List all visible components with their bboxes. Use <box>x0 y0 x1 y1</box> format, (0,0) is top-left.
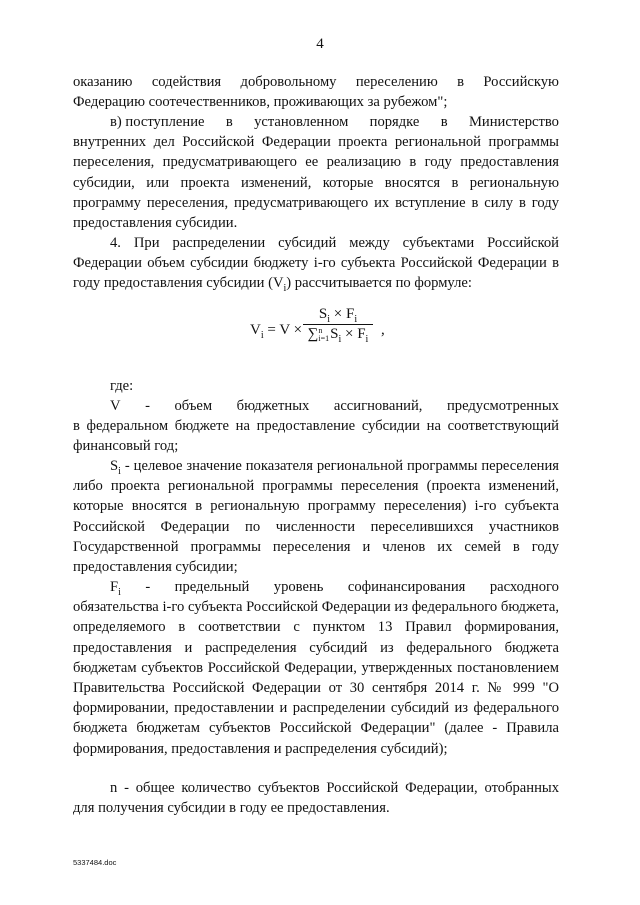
def-v-paragraph <box>73 396 559 457</box>
formula-comma: , <box>381 322 385 338</box>
page-number: 4 <box>316 36 324 52</box>
item-v-line-1 <box>73 112 559 132</box>
item-v-paragraph <box>73 112 559 233</box>
word: софинансирования <box>347 579 466 595</box>
def-f-line-1 <box>73 577 559 597</box>
def-f-rest: обязательства i-го субъекта Российской Федерации из федерального бюджета, определяемого в соответствии с пунктом 13 Правил формирования, предоставления и распределения субсидий из федерального бюджета бюджетам субъектов Российской Федерации, утвержденных постановлением Правительства Российской Федерации от 30 сентября 2014 г. № 999 "О формировании, предоставлении и распределении субсидий из федерального бюджета бюджетам субъектов Российской Федерации" (далее - Правила формирования, предоставления и распределения субсидий); <box>73 599 559 757</box>
word: в) поступление <box>110 114 205 130</box>
word: в <box>457 74 465 90</box>
formula-denominator: ∑n $i=1S_i \times F_i$ <box>307 325 369 345</box>
where-label-block <box>73 376 559 396</box>
word: расходного <box>489 579 559 595</box>
word: в <box>440 114 448 130</box>
word: в <box>225 114 233 130</box>
def-v-rest: в федеральном бюджете на предоставление субсидии на соответствующий финансовый год; <box>73 418 559 455</box>
intro-paragraph <box>73 72 559 112</box>
item-v-rest: внутренних дел Российской Федерации проекта региональной программы переселения, предусматривающего ее реализацию в году предоставления субсидии, или проекта изменений, которые вносятся в региональную программу переселения, предусматривающего их вступление в силу в году предоставления субсидии. <box>73 134 559 232</box>
word: ассигнований, <box>333 398 423 414</box>
word: - <box>145 398 150 414</box>
word: бюджетных <box>236 398 310 414</box>
def-n-text: n - общее количество субъектов Российской Федерации, отобранных для получения субсидии в году ее предоставления. <box>73 780 559 817</box>
item-4-text: 4. При распределении субсидий между субъектами Российской Федерации объем субсидии бюджету i-го субъекта Российской Федерации в году предоставления субсидии $(V_i)$ рассчитывается по формуле: <box>73 235 559 295</box>
def-s-text: $S_i$ - целевое значение показателя региональной программы переселения либо проекта региональной программы переселения (проекта изменений, которые вносятся в региональную программу переселения) i-го субъекта Российской Федерации по численности переселившихся участников Государственной программы переселения и членов их семей в году предоставления субсидии; <box>73 458 559 576</box>
formula-numerator: $S_i \times F_i$ <box>318 306 358 325</box>
word: объем <box>174 398 213 414</box>
where-label: где: <box>110 378 134 394</box>
word: предусмотренных <box>446 398 559 414</box>
word: предельный <box>174 579 250 595</box>
subsidy-formula <box>250 306 400 362</box>
intro-line-2: Федерацию соотечественников, проживающих за рубежом"; <box>73 94 448 111</box>
word: порядке <box>369 114 420 130</box>
def-f-paragraph <box>73 577 559 759</box>
sum-symbol: ∑ <box>307 326 319 342</box>
item-4-paragraph <box>73 233 559 294</box>
word: - <box>145 579 151 595</box>
formula-fraction <box>302 306 374 343</box>
word: содействия <box>151 74 222 90</box>
word: оказанию <box>73 74 133 90</box>
word: Российскую <box>483 74 559 90</box>
word: V <box>110 398 121 414</box>
word: переселению <box>355 74 438 90</box>
word: установленном <box>254 114 349 130</box>
sum-limits: n i=1 <box>318 325 330 343</box>
def-v-line-1 <box>73 396 559 416</box>
def-n-paragraph <box>73 778 559 818</box>
intro-line-1 <box>73 72 559 92</box>
word: добровольному <box>240 74 337 90</box>
def-s-paragraph <box>73 456 559 577</box>
formula-lhs: $V_i = V$ × <box>250 322 303 341</box>
word: Министерство <box>468 114 559 130</box>
word: уровень <box>273 579 324 595</box>
def-f-symbol: $F_i$ <box>110 579 121 598</box>
document-footer: 5337484.doc <box>73 858 117 867</box>
